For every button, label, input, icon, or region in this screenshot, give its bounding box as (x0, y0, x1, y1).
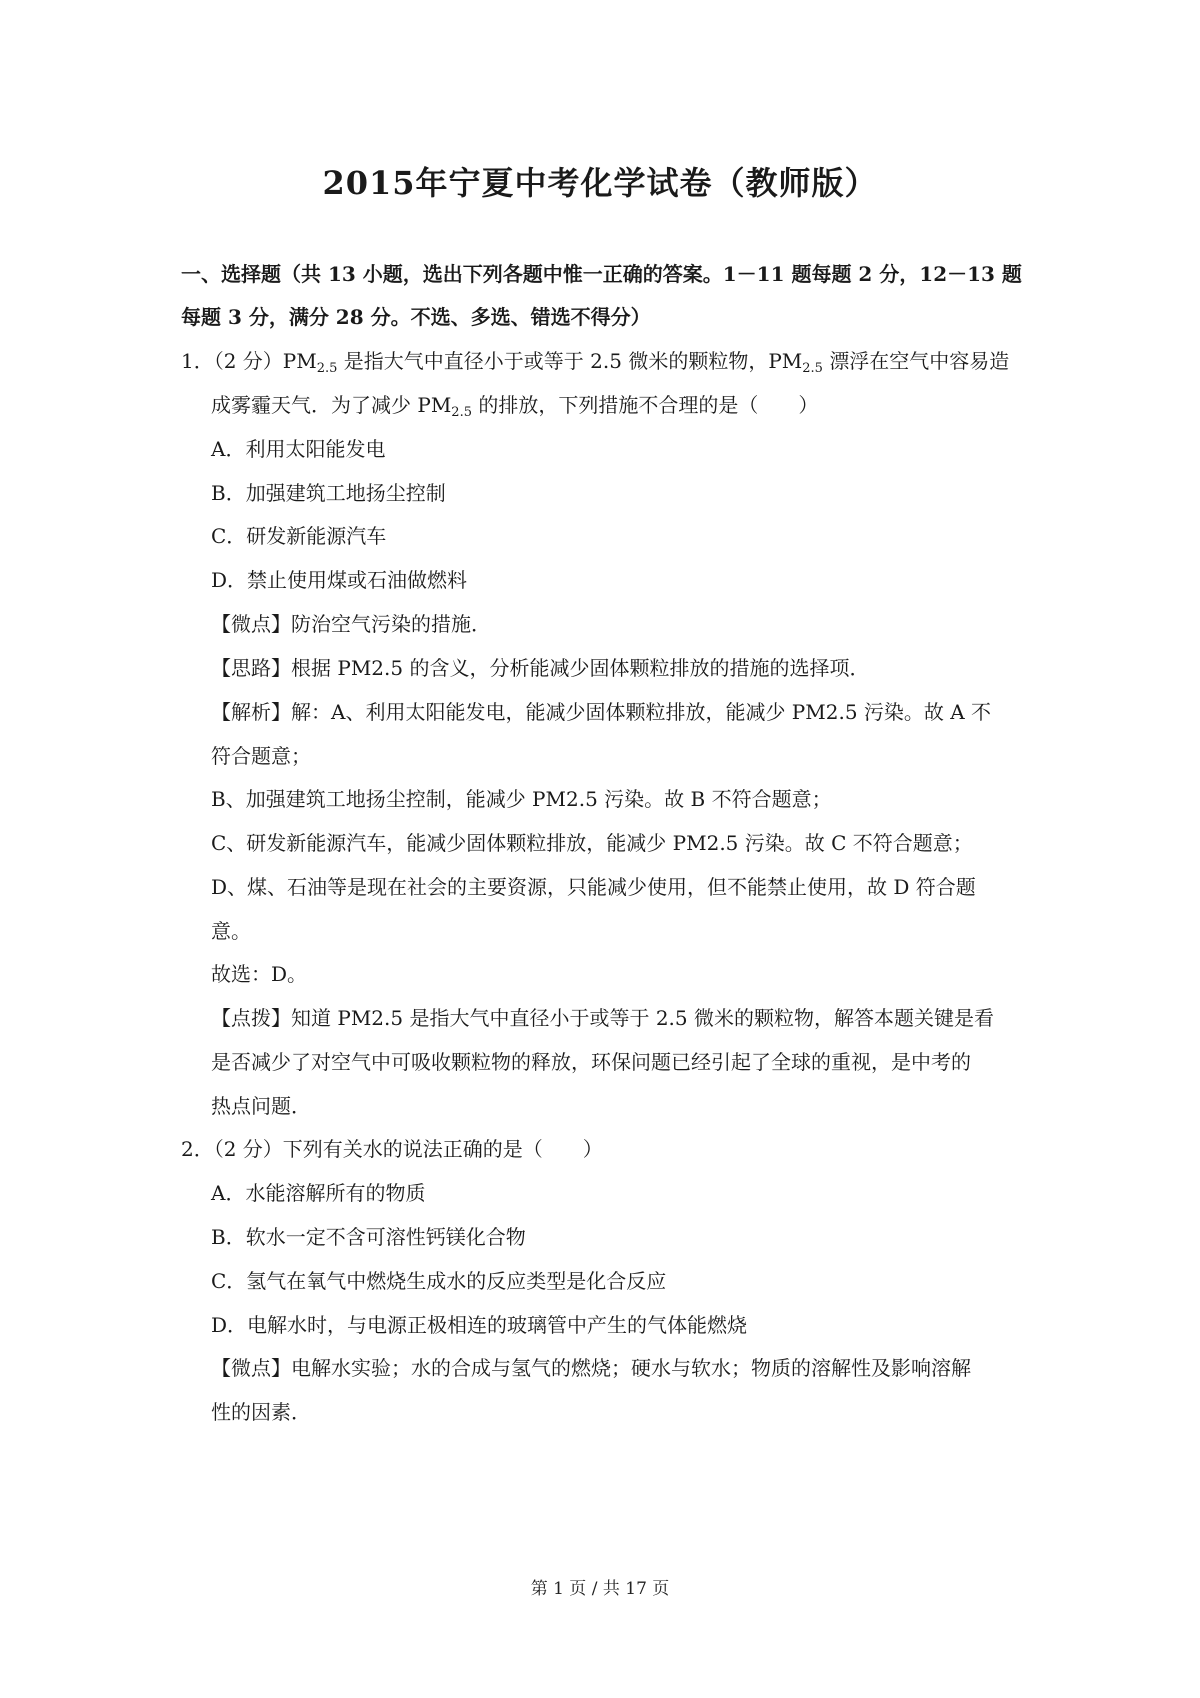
question-1-answer: 故选：D。 (211, 962, 308, 986)
question-1-option-b: B．加强建筑工地扬尘控制 (211, 481, 446, 505)
question-1-option-c: C．研发新能源汽车 (211, 524, 387, 548)
question-1-tip-line: 【点拨】知道 PM2.5 是指大气中直径小于或等于 2.5 微米的颗粒物，解答本题关键是看 (211, 1006, 994, 1030)
section-heading-line-1: 一、选择题（共 13 小题，选出下列各题中惟一正确的答案。1－11 题每题 2 分，12－13 题 (181, 262, 1022, 286)
question-1-stem-line-1: 1．（2 分）$PM_{2.5}$ 是指大气中直径小于或等于 2.5 微米的颗粒物，$PM_{2.5}$ 漂浮在空气中容易造 (181, 349, 1010, 376)
question-2-option-c: C．氢气在氧气中燃烧生成水的反应类型是化合反应 (211, 1269, 667, 1293)
question-1-point: 【微点】防治空气污染的措施． (211, 612, 491, 636)
question-2-stem: 2．（2 分）下列有关水的说法正确的是（ ） (181, 1137, 603, 1161)
question-2-option-a: A．水能溶解所有的物质 (211, 1181, 426, 1205)
question-1-analysis-line: 【解析】解：A、利用太阳能发电，能减少固体颗粒排放，能减少 PM2.5 污染。故 A 不 (211, 700, 992, 724)
section-heading-line-2: 每题 3 分，满分 28 分。不选、多选、错选不得分） (181, 305, 651, 329)
question-1-tip-line: 热点问题． (211, 1094, 311, 1118)
question-1-idea: 【思路】根据 PM2.5 的含义，分析能减少固体颗粒排放的措施的选择项． (211, 656, 870, 680)
page-number-footer: 第 1 页 / 共 17 页 (530, 1579, 670, 1599)
question-1-analysis-line: B、加强建筑工地扬尘控制，能减少 PM2.5 污染。故 B 不符合题意； (211, 787, 832, 811)
question-2-point-line: 【微点】电解水实验；水的合成与氢气的燃烧；硬水与软水；物质的溶解性及影响溶解 (211, 1356, 971, 1380)
question-1-analysis-line: C、研发新能源汽车，能减少固体颗粒排放，能减少 PM2.5 污染。故 C 不符合题意； (211, 831, 973, 855)
question-1-option-a: A．利用太阳能发电 (211, 437, 386, 461)
page-title: 2015年宁夏中考化学试卷（教师版） (322, 164, 878, 202)
question-1-analysis-line: 符合题意； (211, 744, 311, 768)
question-1-option-d: D．禁止使用煤或石油做燃料 (211, 568, 468, 592)
question-1-tip-line: 是否减少了对空气中可吸收颗粒物的释放，环保问题已经引起了全球的重视，是中考的 (211, 1050, 971, 1074)
question-1-stem-line-2: 成雾霾天气．为了减少 $PM_{2.5}$ 的排放，下列措施不合理的是（ ） (211, 393, 819, 420)
question-2-option-d: D．电解水时，与电源正极相连的玻璃管中产生的气体能燃烧 (211, 1313, 748, 1337)
question-1-analysis-line: D、煤、石油等是现在社会的主要资源，只能减少使用，但不能禁止使用，故 D 符合题 (211, 875, 976, 899)
question-1-analysis-line: 意。 (211, 919, 251, 943)
question-2-point-line: 性的因素． (211, 1400, 311, 1424)
question-2-option-b: B．软水一定不含可溶性钙镁化合物 (211, 1225, 526, 1249)
